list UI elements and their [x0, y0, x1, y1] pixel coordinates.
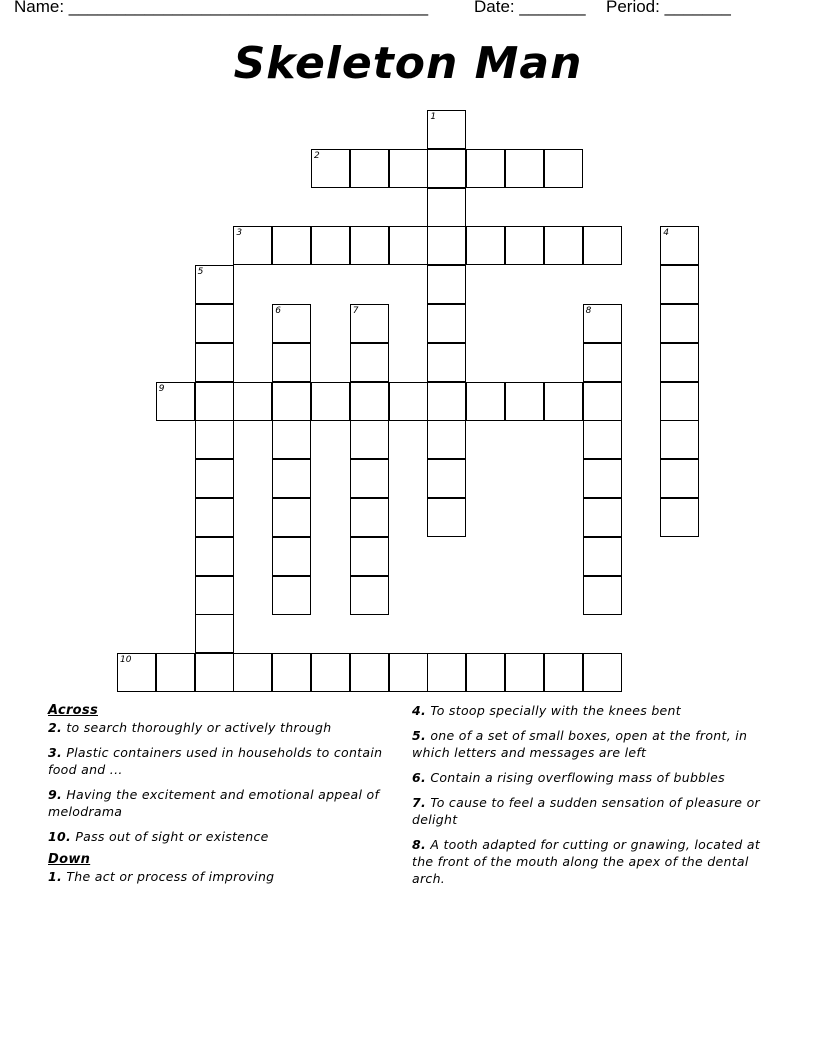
down-heading: Down	[48, 852, 91, 867]
grid-cell[interactable]	[311, 382, 350, 421]
puzzle-title: Skeleton Man	[233, 38, 583, 89]
grid-cell[interactable]	[505, 226, 544, 265]
clue-number: 5.	[412, 728, 427, 743]
grid-cell[interactable]	[427, 343, 466, 382]
clue-item	[412, 702, 772, 719]
grid-cell[interactable]	[272, 537, 311, 576]
grid-cell[interactable]	[427, 498, 466, 537]
grid-cell[interactable]	[272, 382, 311, 421]
grid-cell[interactable]	[660, 382, 699, 421]
across-clue-list	[48, 719, 388, 845]
grid-cell[interactable]	[544, 382, 583, 421]
grid-cell[interactable]	[505, 653, 544, 692]
clue-text: Plastic containers used in households to contain food and ...	[48, 745, 383, 777]
grid-cell[interactable]	[660, 265, 699, 304]
clue-item	[412, 836, 772, 887]
clue-text: A tooth adapted for cutting or gnawing, located at the front of the mouth along the apex of the dental arch.	[412, 837, 761, 886]
grid-cell[interactable]	[466, 226, 505, 265]
grid-cell[interactable]	[195, 420, 234, 459]
grid-cell[interactable]	[350, 149, 389, 188]
clue-item	[48, 868, 388, 885]
grid-cell[interactable]	[427, 382, 466, 421]
clue-item	[412, 769, 772, 786]
grid-cell[interactable]	[272, 498, 311, 537]
grid-cell[interactable]	[660, 459, 699, 498]
grid-cell[interactable]	[195, 343, 234, 382]
grid-cell[interactable]	[311, 226, 350, 265]
grid-cell[interactable]	[195, 459, 234, 498]
grid-cell[interactable]	[583, 653, 622, 692]
grid-cell[interactable]	[427, 459, 466, 498]
grid-cell[interactable]	[272, 653, 311, 692]
clue-number-label: 9	[158, 383, 165, 394]
grid-cell[interactable]	[389, 382, 428, 421]
grid-cell[interactable]	[427, 226, 466, 265]
grid-cell[interactable]	[660, 498, 699, 537]
grid-cell[interactable]	[350, 226, 389, 265]
clue-number-label: 10	[120, 655, 132, 666]
grid-cell[interactable]	[195, 537, 234, 576]
grid-cell[interactable]	[350, 653, 389, 692]
clue-number-label: 3	[236, 228, 243, 239]
grid-cell[interactable]	[389, 149, 428, 188]
grid-cell[interactable]	[350, 576, 389, 615]
grid-cell[interactable]	[544, 653, 583, 692]
clue-number-label: 7	[352, 306, 359, 316]
grid-cell[interactable]	[583, 382, 622, 421]
grid-cell[interactable]	[466, 653, 505, 692]
grid-cell[interactable]	[583, 226, 622, 265]
clue-number: 7.	[412, 795, 427, 810]
grid-cell[interactable]	[350, 382, 389, 421]
clue-item	[412, 794, 772, 828]
down-clue-list-right	[412, 702, 772, 887]
grid-cell[interactable]	[195, 382, 234, 421]
grid-cell[interactable]	[272, 420, 311, 459]
grid-cell[interactable]	[195, 653, 234, 692]
grid-cell[interactable]	[427, 420, 466, 459]
clues-left-column	[48, 702, 388, 893]
clue-item	[48, 828, 388, 845]
grid-cell[interactable]	[660, 304, 699, 343]
clue-number: 2.	[48, 720, 63, 735]
grid-cell[interactable]	[195, 614, 234, 653]
clue-number-label: 5	[197, 267, 204, 278]
date-field-label: Date: _______	[474, 0, 586, 16]
clue-number: 4.	[412, 703, 427, 718]
clue-number-label: 1	[430, 112, 437, 122]
grid-cell[interactable]	[350, 343, 389, 382]
grid-cell[interactable]	[195, 498, 234, 537]
clue-number: 8.	[412, 837, 427, 852]
clue-text: To cause to feel a sudden sensation of pleasure or delight	[412, 795, 760, 827]
grid-cell[interactable]	[427, 265, 466, 304]
grid-cell[interactable]	[544, 149, 583, 188]
clue-number-label: 8	[585, 306, 592, 316]
clue-number: 1.	[48, 869, 63, 884]
grid-cell[interactable]	[389, 226, 428, 265]
grid-cell[interactable]	[350, 498, 389, 537]
clue-text: Pass out of sight or existence	[71, 829, 269, 844]
grid-cell[interactable]	[195, 304, 234, 343]
grid-cell[interactable]	[505, 149, 544, 188]
grid-cell[interactable]	[350, 459, 389, 498]
grid-cell[interactable]	[427, 653, 466, 692]
grid-cell[interactable]	[466, 382, 505, 421]
grid-cell[interactable]	[660, 343, 699, 382]
across-heading: Across	[48, 703, 98, 718]
grid-cell[interactable]	[195, 576, 234, 615]
grid-cell[interactable]	[233, 382, 272, 421]
clue-text: Contain a rising overflowing mass of bubbles	[426, 770, 725, 785]
grid-cell[interactable]	[272, 343, 311, 382]
down-clue-list-left	[48, 868, 388, 885]
clue-item	[48, 786, 388, 820]
grid-cell[interactable]	[427, 188, 466, 227]
grid-cell[interactable]	[583, 537, 622, 576]
clue-item	[412, 727, 772, 761]
grid-cell[interactable]	[156, 653, 195, 692]
clue-text: one of a set of small boxes, open at the front, in which letters and messages are left	[412, 728, 748, 760]
name-field-label: Name: ______________________________________	[14, 0, 429, 16]
clue-number-label: 2	[314, 150, 320, 161]
grid-cell[interactable]	[427, 304, 466, 343]
grid-cell[interactable]	[233, 653, 272, 692]
grid-cell[interactable]	[583, 343, 622, 382]
grid-cell[interactable]	[272, 226, 311, 265]
grid-cell[interactable]	[427, 149, 466, 188]
period-field-label: Period: _______	[606, 0, 731, 16]
grid-cell[interactable]	[350, 537, 389, 576]
clue-item	[48, 744, 388, 778]
grid-cell[interactable]	[583, 576, 622, 615]
grid-cell[interactable]	[272, 576, 311, 615]
grid-cell[interactable]	[583, 459, 622, 498]
grid-cell[interactable]	[389, 653, 428, 692]
grid-cell[interactable]	[583, 498, 622, 537]
clue-number: 3.	[48, 745, 63, 760]
grid-cell[interactable]	[466, 149, 505, 188]
grid-cell[interactable]	[311, 653, 350, 692]
clue-text: The act or process of improving	[62, 869, 275, 884]
clue-number-label: 4	[663, 228, 669, 239]
clue-number: 6.	[412, 770, 427, 785]
grid-cell[interactable]	[660, 420, 699, 459]
clue-text: Having the excitement and emotional appeal of melodrama	[48, 787, 380, 819]
clue-number: 9.	[48, 787, 63, 802]
clue-item	[48, 719, 388, 736]
grid-cell[interactable]	[272, 459, 311, 498]
grid-cell[interactable]	[544, 226, 583, 265]
clues-right-column	[412, 702, 772, 895]
clue-number: 10.	[48, 829, 72, 844]
grid-cell[interactable]	[505, 382, 544, 421]
grid-cell[interactable]	[350, 420, 389, 459]
clue-number-label: 6	[275, 306, 281, 316]
clue-text: To stoop specially with the knees bent	[426, 703, 681, 718]
grid-cell[interactable]	[583, 420, 622, 459]
clue-text: to search thoroughly or actively through	[62, 720, 332, 735]
